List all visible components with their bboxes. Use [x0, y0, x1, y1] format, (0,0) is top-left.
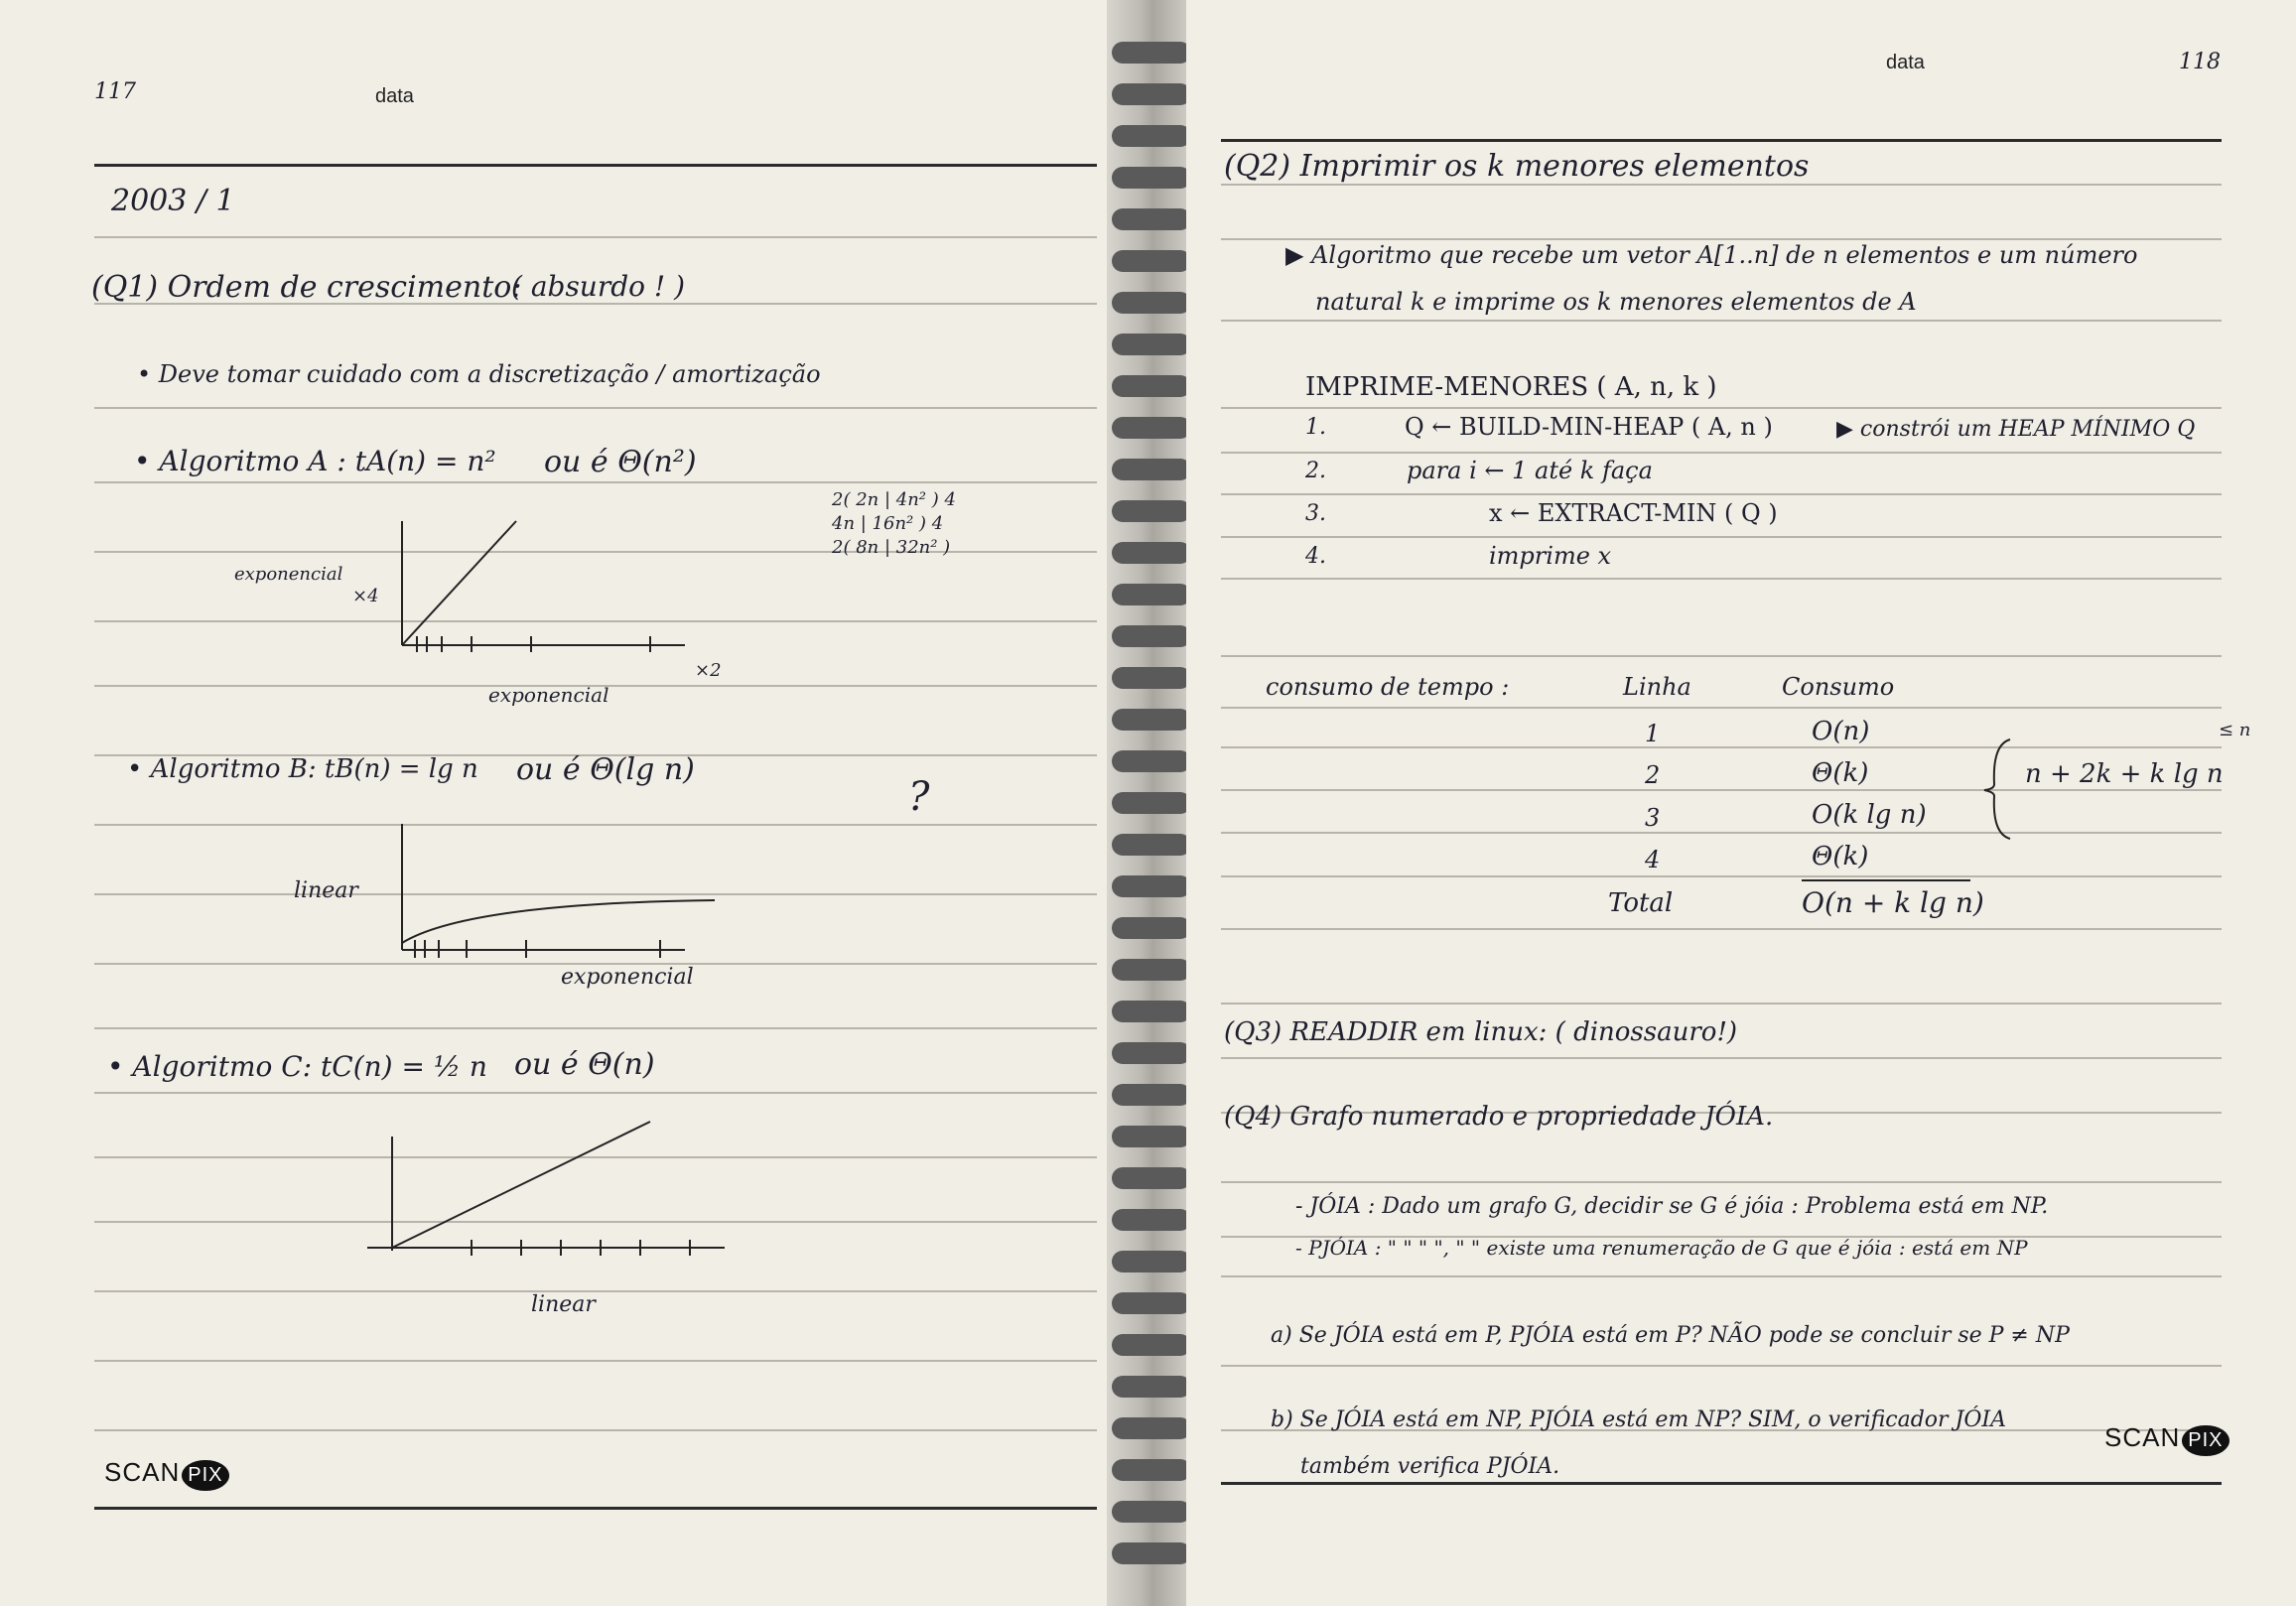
code-num-1: 1.	[1305, 415, 1326, 440]
spiral-ring	[1112, 584, 1191, 605]
spiral-ring	[1112, 208, 1191, 230]
left-page	[0, 0, 1112, 1606]
q1-title: (Q1) Ordem de crescimento:	[91, 270, 522, 305]
col-cost: Consumo	[1782, 673, 1895, 701]
header-rule	[1221, 139, 2222, 142]
spiral-ring	[1112, 1126, 1191, 1147]
row-line-1: 1	[1645, 720, 1661, 747]
joia-2: - PJÓIA : " " " ", " " existe uma renumeração de G que é jóia : está em NP	[1295, 1236, 2028, 1260]
graph-b-xlabel: exponencial	[561, 965, 694, 990]
scanpix-logo: SCAN PIX	[104, 1457, 229, 1491]
graph-c-xlabel: linear	[531, 1292, 596, 1317]
spiral-ring	[1112, 1167, 1191, 1189]
row-line-2: 2	[1645, 761, 1661, 789]
spiral-ring	[1112, 1542, 1191, 1564]
spiral-ring	[1112, 334, 1191, 355]
alg-b: • Algoritmo B: tB(n) = lg n	[127, 754, 478, 784]
code-num-4: 4.	[1305, 544, 1326, 569]
proc-name: IMPRIME-MENORES ( A, n, k )	[1305, 372, 1717, 402]
question-mark: ?	[908, 774, 930, 820]
spiral-ring	[1112, 83, 1191, 105]
row-line-4: 4	[1645, 846, 1661, 873]
spiral-ring	[1112, 792, 1191, 814]
header-date: 2003 / 1	[111, 184, 235, 218]
spiral-ring	[1112, 667, 1191, 689]
spiral-ring	[1112, 1459, 1191, 1481]
row-cost-2: Θ(k)	[1812, 758, 1869, 788]
alg-c-theta: ou é Θ(n)	[514, 1047, 655, 1082]
total-cost: O(n + k lg n)	[1802, 886, 1984, 919]
spiral-ring	[1112, 1251, 1191, 1272]
table-row: 2( 8n | 32n² )	[832, 537, 951, 558]
q3: (Q3) READDIR em linux: ( dinossauro!)	[1224, 1017, 1738, 1047]
brace	[1980, 735, 2020, 844]
q1-note: ( absurdo ! )	[511, 270, 685, 303]
spiral-ring	[1112, 917, 1191, 939]
spiral-ring	[1112, 42, 1191, 64]
brace-note: n + 2k + k lg n	[2025, 759, 2224, 789]
alg-a: • Algoritmo A : tA(n) = n²	[134, 445, 496, 477]
spiral-ring	[1112, 625, 1191, 647]
spiral-ring	[1112, 250, 1191, 272]
date-label: data	[1886, 52, 1925, 73]
alg-c: • Algoritmo C: tC(n) = ½ n	[107, 1050, 487, 1083]
table-row: 2( 2n | 4n² ) 4	[832, 489, 956, 510]
alg-a-theta: ou é Θ(n²)	[544, 445, 697, 479]
graph-a-xlabel: exponencial	[488, 683, 609, 707]
graph-b-ylabel: linear	[294, 878, 358, 903]
spiral-ring	[1112, 834, 1191, 856]
answer-b-cont: também verifica PJÓIA.	[1300, 1454, 1560, 1479]
code-comment-1: ▶ constrói um HEAP MÍNIMO Q	[1836, 417, 2196, 442]
spiral-ring	[1112, 375, 1191, 397]
code-line-2: para i ← 1 até k faça	[1407, 457, 1653, 484]
date-label: data	[375, 85, 414, 107]
spiral-ring	[1112, 1501, 1191, 1523]
total-label: Total	[1608, 888, 1674, 918]
spiral-ring	[1112, 750, 1191, 772]
answer-b: b) Se JÓIA está em NP, PJÓIA está em NP? SIM, o verificador JÓIA	[1271, 1407, 2006, 1432]
table-row: 4n | 16n² ) 4	[832, 513, 944, 534]
spiral-ring	[1112, 1042, 1191, 1064]
spiral-ring	[1112, 292, 1191, 314]
spiral-ring	[1112, 542, 1191, 564]
spiral-ring	[1112, 1334, 1191, 1356]
right-page	[1186, 0, 2296, 1606]
code-line-4: imprime x	[1489, 542, 1612, 570]
spiral-ring	[1112, 1209, 1191, 1231]
q2-desc-1: ▶ Algoritmo que recebe um vetor A[1..n] de n elementos e um número	[1285, 241, 2138, 269]
page-number: 117	[94, 79, 136, 104]
alg-b-theta: ou é Θ(lg n)	[516, 752, 695, 787]
spiral-ring	[1112, 1001, 1191, 1022]
graph-a-xmult: ×2	[695, 660, 722, 681]
graph-a-mult: ×4	[352, 586, 379, 606]
spiral-ring	[1112, 1084, 1191, 1106]
answer-a: a) Se JÓIA está em P, PJÓIA está em P? NÃO pode se concluir se P ≠ NP	[1271, 1323, 2070, 1348]
code-num-2: 2.	[1305, 459, 1326, 483]
code-line-3: x ← EXTRACT-MIN ( Q )	[1489, 499, 1778, 527]
q4: (Q4) Grafo numerado e propriedade JÓIA.	[1224, 1102, 1774, 1132]
q2-desc-2: natural k e imprime os k menores elementos de A	[1315, 288, 1917, 316]
spiral-ring	[1112, 167, 1191, 189]
page-number: 118	[2179, 50, 2221, 74]
header-rule	[94, 164, 1097, 167]
spiral-ring	[1112, 459, 1191, 480]
spiral-ring	[1112, 875, 1191, 897]
spiral-ring	[1112, 1376, 1191, 1398]
spiral-ring	[1112, 500, 1191, 522]
spiral-ring	[1112, 125, 1191, 147]
brace-top: ≤ n	[2219, 720, 2251, 740]
row-cost-1: O(n)	[1812, 717, 1870, 746]
code-num-3: 3.	[1305, 501, 1326, 526]
spiral-ring	[1112, 959, 1191, 981]
code-line-1: Q ← BUILD-MIN-HEAP ( A, n )	[1405, 413, 1773, 441]
scanpix-logo: SCAN PIX	[2104, 1422, 2229, 1456]
graph-a-ylabel: exponencial	[234, 564, 343, 585]
row-line-3: 3	[1645, 804, 1661, 832]
growth-table	[832, 488, 956, 560]
row-cost-3: O(k lg n)	[1812, 800, 1927, 830]
joia-1: - JÓIA : Dado um grafo G, decidir se G é jóia : Problema está em NP.	[1295, 1194, 2049, 1219]
graph-c	[367, 1117, 735, 1266]
spiral-ring	[1112, 709, 1191, 731]
spiral-ring	[1112, 417, 1191, 439]
col-line: Linha	[1623, 673, 1691, 701]
spiral-ring	[1112, 1417, 1191, 1439]
total-rule	[1802, 879, 1970, 881]
spiral-ring	[1112, 1292, 1191, 1314]
consumption-label: consumo de tempo :	[1266, 673, 1510, 701]
q2-title: (Q2) Imprimir os k menores elementos	[1224, 149, 1810, 184]
row-cost-4: Θ(k)	[1812, 842, 1869, 871]
graph-a	[228, 511, 705, 690]
line-care: • Deve tomar cuidado com a discretização / amortização	[137, 360, 821, 388]
